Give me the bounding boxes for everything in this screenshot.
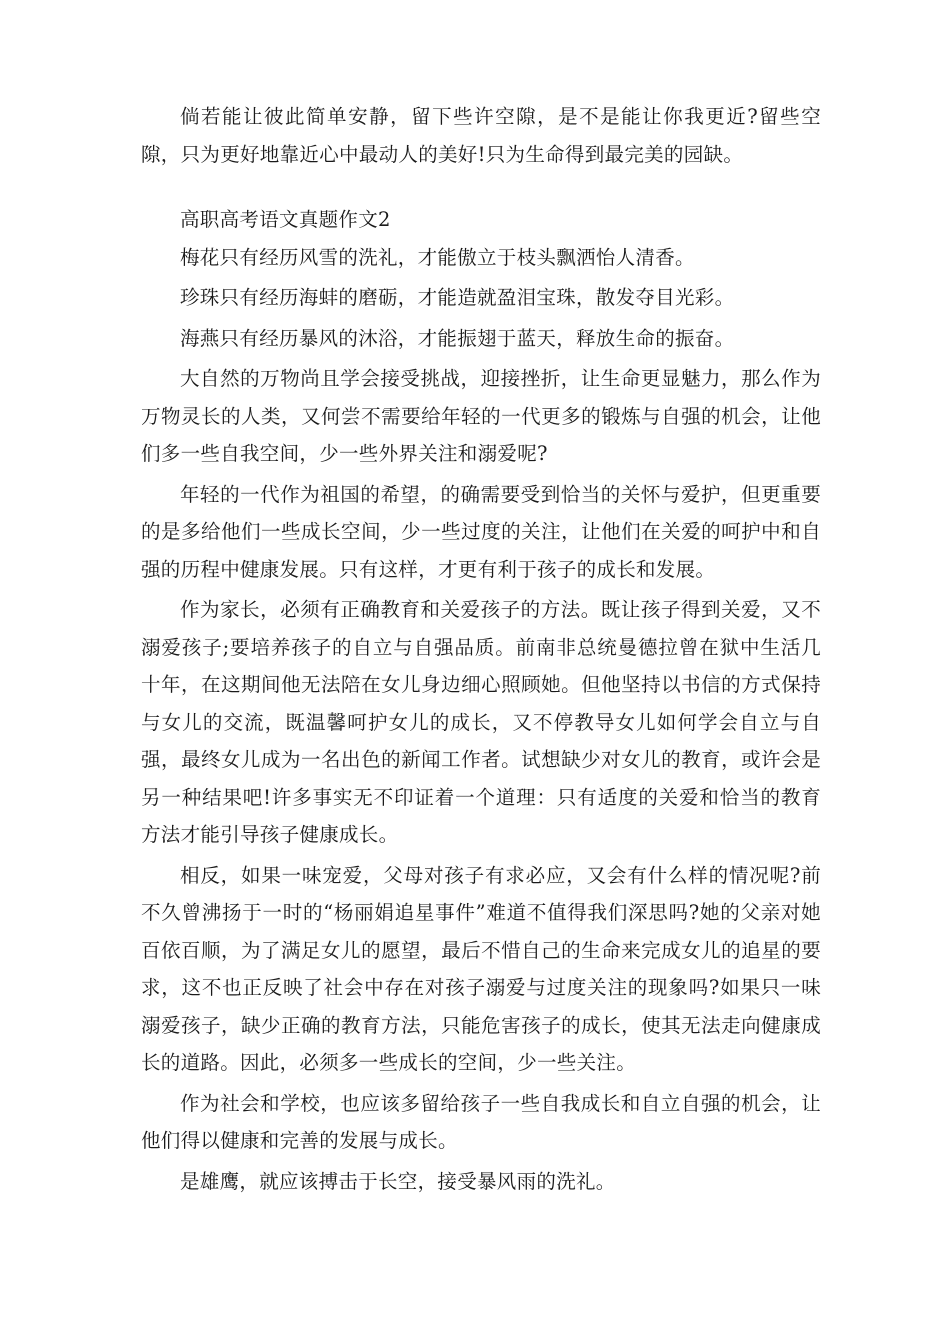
paragraph-parents: 作为家长，必须有正确教育和关爱孩子的方法。既让孩子得到关爱，又不溺爱孩子;要培养孩子的自立与自强品质。前南非总统曼德拉曾在狱中生活几十年，在这期间他无法陪在女儿身边细心照顾她。但他坚持以书信的方式保持与女儿的交流，既温馨呵护女儿的成长，又不停教导女儿如何学会自立与自强，最终女儿成为一名出色的新闻工作者。试想缺少对女儿的教育，或许会是另一种结果吧!许多事实无不印证着一个道理：只有适度的关爱和恰当的教育方法才能引导孩子健康成长。 [141,598,821,846]
document-page [141,98,821,1200]
paragraph-contrary: 相反，如果一味宠爱，父母对孩子有求必应，又会有什么样的情况呢?前不久曾沸扬于一时的“杨丽娟追星事件”难道不值得我们深思吗?她的父亲对她百依百顺，为了满足女儿的愿望，最后不惜自己的生命来完成女儿的追星的要求，这不也正反映了社会中存在对孩子溺爱与过度关注的现象吗?如果只一味溺爱孩子，缺少正确的教育方法，只能危害孩子的成长，使其无法走向健康成长的道路。因此，必须多一些成长的空间，少一些关注。 [141,863,821,1074]
paragraph-pearl: 珍珠只有经历海蚌的磨砺，才能造就盈泪宝珠，散发夺目光彩。 [180,286,735,309]
paragraph-plum: 梅花只有经历风雪的洗礼，才能傲立于枝头飘洒怡人清香。 [180,245,695,269]
paragraph-nature: 大自然的万物尚且学会接受挑战，迎接挫折，让生命更显魅力，那么作为万物灵长的人类，又何尝不需要给年轻的一代更多的锻炼与自强的机会，让他们多一些自我空间，少一些外界关注和溺爱呢? [141,367,821,465]
paragraph-young-generation: 年轻的一代作为祖国的希望，的确需要受到恰当的关怀与爱护，但更重要的是多给他们一些成长空间，少一些过度的关注，让他们在关爱的呵护中和自强的历程中健康发展。只有这样，才更有利于孩子的成长和发展。 [141,482,821,581]
paragraph-society-school: 作为社会和学校，也应该多留给孩子一些自我成长和自立自强的机会，让他们得以健康和完善的发展与成长。 [141,1091,821,1152]
intro-paragraph: 倘若能让彼此简单安静，留下些许空隙，是不是能让你我更近?留些空隙，只为更好地靠近心中最动人的美好!只为生命得到最完美的园缺。 [141,105,821,166]
paragraph-eagle: 是雄鹰，就应该搏击于长空，接受暴风雨的洗礼。 [180,1169,616,1193]
paragraph-petrel: 海燕只有经历暴风的沐浴，才能振翅于蓝天，释放生命的振奋。 [180,326,735,350]
section-title: 高职高考语文真题作文2 [180,208,391,231]
